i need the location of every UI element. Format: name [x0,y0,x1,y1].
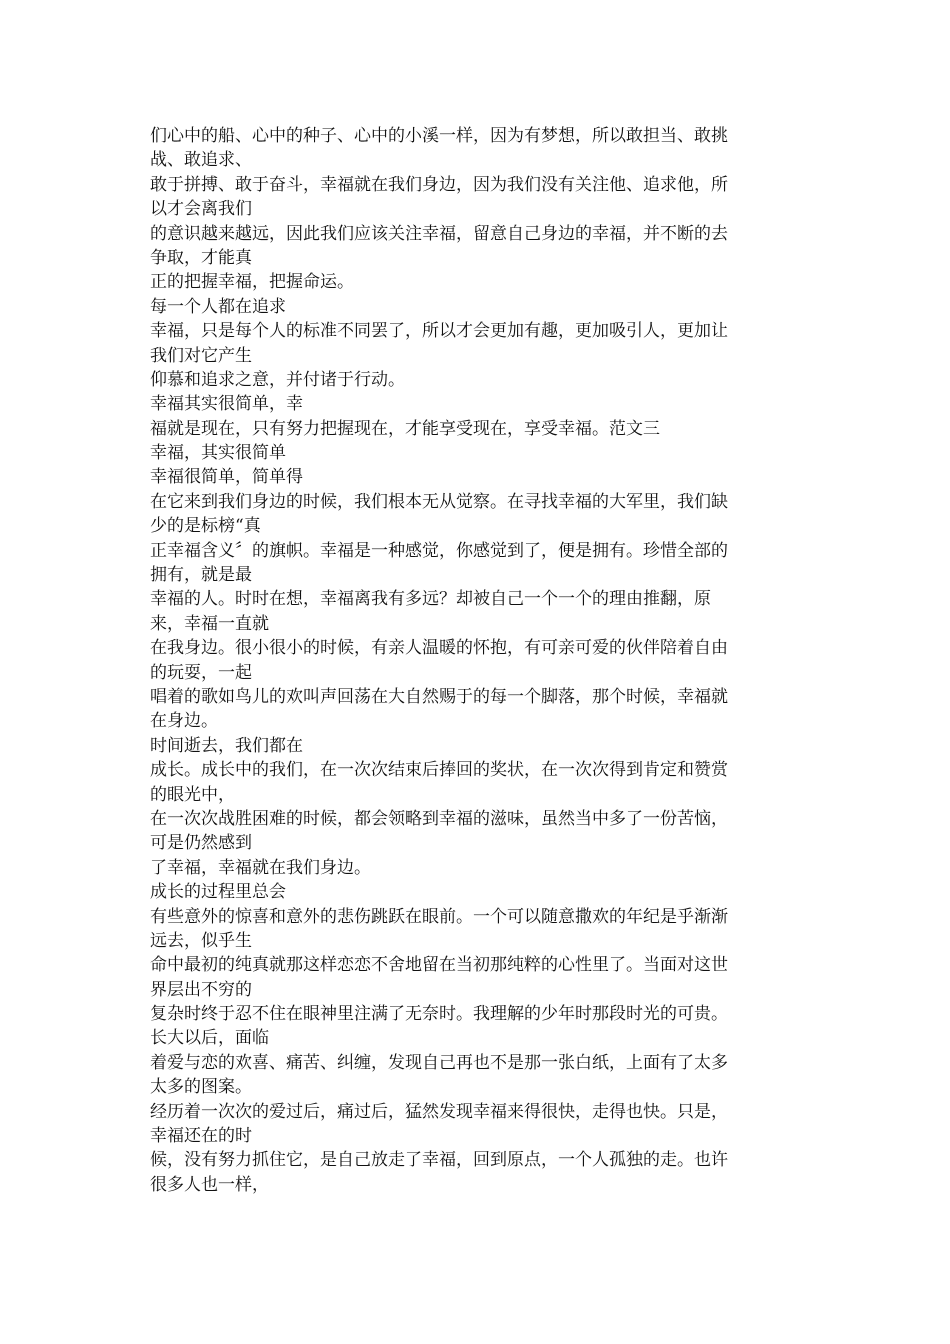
text-line: 幸福其实很简单，幸 [150,394,303,415]
text-line: 我们对它产生 [150,345,252,366]
text-line: 仰慕和追求之意，并付诸于行动。 [150,369,405,390]
text-line: 命中最初的纯真就那这样恋恋不舍地留在当初那纯粹的心性里了。当面对这世 [150,955,728,976]
text-line: 以才会离我们 [150,199,252,220]
text-line: 敢于拼搏、敢于奋斗，幸福就在我们身边，因为我们没有关注他、追求他，所 [150,174,728,195]
text-line: 幸福，只是每个人的标准不同罢了，所以才会更加有趣，更加吸引人，更加让 [150,321,728,342]
text-line: 的玩耍，一起 [150,662,252,683]
text-line: 很多人也一样， [150,1174,269,1195]
body-text [150,124,806,1197]
text-line: 福就是现在，只有努力把握现在，才能享受现在，享受幸福。范文三 [150,418,660,439]
text-line: 在一次次战胜困难的时候，都会领略到幸福的滋味，虽然当中多了一份苦恼， [150,808,728,829]
text-line: 的眼光中， [150,784,235,805]
text-line: 太多的图案。 [150,1077,252,1098]
text-line: 争取，才能真 [150,247,252,268]
text-line: 了幸福，幸福就在我们身边。 [150,857,371,878]
text-line: 幸福，其实很简单 [150,443,286,464]
text-line: 来，幸福一直就 [150,613,269,634]
text-line: 在身边。 [150,711,218,732]
text-line: 着爱与恋的欢喜、痛苦、纠缠，发现自己再也不是那一张白纸，上面有了太多 [150,1052,728,1073]
text-line: 唱着的歌如鸟儿的欢叫声回荡在大自然赐于的每一个脚落，那个时候，幸福就 [150,686,728,707]
text-line: 正幸福含义〞的旗帜。幸福是一种感觉，你感觉到了，便是拥有。珍惜全部的 [150,540,728,561]
text-line: 复杂时终于忍不住在眼神里注满了无奈时。我理解的少年时那段时光的可贵。 [150,1004,728,1025]
text-line: 们心中的船、心中的种子、心中的小溪一样，因为有梦想，所以敢担当、敢挑 [150,126,728,146]
text-line: 远去，似乎生 [150,930,252,951]
text-line: 长大以后，面临 [150,1028,269,1049]
text-line: 战、敢追求、 [150,150,252,171]
text-line: 在它来到我们身边的时候，我们根本无从觉察。在寻找幸福的大军里，我们缺 [150,491,728,512]
text-line: 成长的过程里总会 [150,882,286,903]
text-line: 可是仍然感到 [150,833,252,854]
text-line: 经历着一次次的爱过后，痛过后，猛然发现幸福来得很快，走得也快。只是， [150,1101,728,1122]
text-line: 正的把握幸福，把握命运。 [150,272,354,293]
text-line: 有些意外的惊喜和意外的悲伤跳跃在眼前。一个可以随意撒欢的年纪是乎渐渐 [150,906,728,927]
text-line: 成长。成长中的我们，在一次次结束后捧回的奖状，在一次次得到肯定和赞赏 [150,760,728,781]
text-line: 少的是标榜“真 [150,516,261,537]
text-line: 幸福很简单，简单得 [150,467,303,488]
text-line: 在我身边。很小很小的时候，有亲人温暖的怀抱，有可亲可爱的伙伴陪着自由 [150,638,728,659]
text-line: 幸福的人。时时在想，幸福离我有多远？却被自己一个一个的理由推翻，原 [150,589,711,610]
text-line: 的意识越来越远，因此我们应该关注幸福，留意自己身边的幸福，并不断的去 [150,223,728,244]
text-line: 时间逝去，我们都在 [150,735,303,756]
text-line: 界层出不穷的 [150,979,252,1000]
text-line: 幸福还在的时 [150,1126,252,1147]
text-line: 候，没有努力抓住它，是自己放走了幸福，回到原点，一个人孤独的走。也许 [150,1150,728,1171]
text-line: 每一个人都在追求 [150,296,286,317]
text-line: 拥有，就是最 [150,565,252,586]
